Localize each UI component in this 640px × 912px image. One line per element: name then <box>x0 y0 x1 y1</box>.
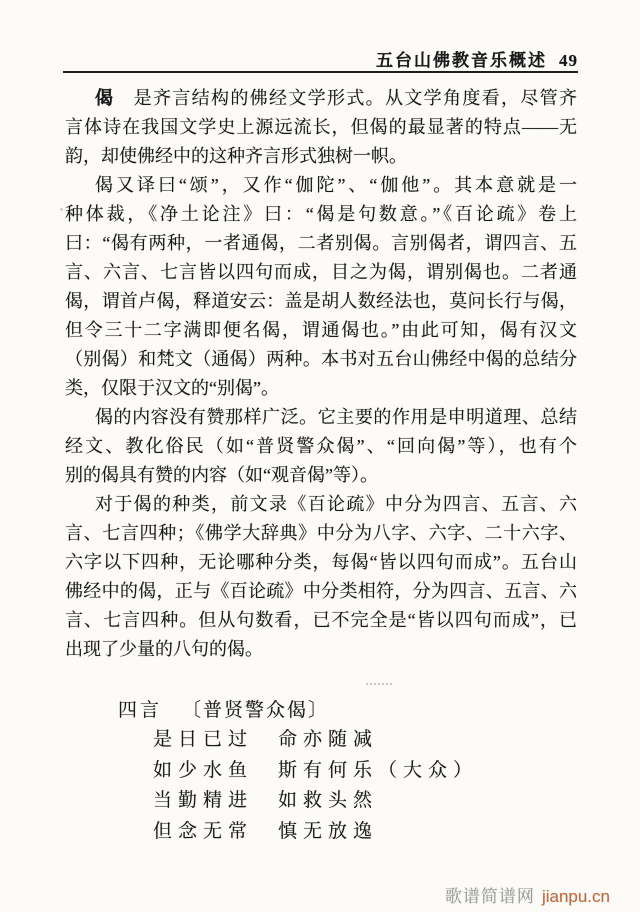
paragraph-line: 种体裁，《净土论注》曰：“偈是句数意。”《百论疏》卷上 <box>65 204 577 224</box>
paragraph-line <box>65 84 577 113</box>
verse-type-label: 四言 <box>118 700 163 721</box>
paragraph-line: （别偈）和梵文（通偈）两种。本书对五台山佛经中偈的总结分 <box>65 349 577 369</box>
paragraph-line-text: 是齐言结构的佛经文学形式。从文学角度看，尽管齐 <box>114 88 578 108</box>
gatha-term-bold: 偈 <box>95 88 115 108</box>
paragraph-line: 偈的内容没有赞那样广泛。它主要的作用是申明道理、总结 <box>95 407 577 427</box>
running-head <box>63 46 578 71</box>
paragraph-line: 对于偈的种类，前文录《百论疏》中分为四言、五言、六 <box>95 494 577 514</box>
watermark <box>445 882 610 907</box>
scan-artifact <box>60 208 63 211</box>
paragraph-line: 类，仅限于汉文的“别偈”。 <box>65 378 279 398</box>
header-rule <box>63 71 578 73</box>
watermark-site-name: 歌谱简谱网 <box>444 887 535 906</box>
verse-title: 〔普贤警众偈〕 <box>182 700 330 721</box>
verse-line: 是日已过 命亦随减 <box>153 729 379 750</box>
verse-line: 但念无常 慎无放逸 <box>153 820 379 842</box>
verse-line: 当勤精进 如救头然 <box>153 790 379 811</box>
scan-artifact <box>366 683 392 685</box>
verse-heading <box>118 696 577 725</box>
paragraph-line: 言体诗在我国文学史上源远流长，但偈的最显著的特点——无 <box>65 117 577 137</box>
paragraph-line: 六字以下四种，无论哪种分类，每偈“皆以四句而成”。五台山 <box>65 552 577 572</box>
verse-block <box>153 725 577 847</box>
paragraph-line: 言、六言、七言皆以四句而成，目之为偈，谓别偈也。二者通 <box>65 262 577 282</box>
watermark-site-url: jianpu.cn <box>541 887 610 906</box>
paragraph-line: 但令三十二字满即便名偈，谓通偈也。”由此可知，偈有汉文 <box>65 320 577 340</box>
paragraph-line: 言、七言四种。但从句数看，已不完全是“皆以四句而成”，已 <box>65 610 577 630</box>
paragraph-line: 偈，谓首卢偈，释道安云：盖是胡人数经法也，莫问长行与偈， <box>65 291 577 311</box>
paragraph-line: 经文、教化俗民（如“普贤警众偈”、“回向偈”等），也有个 <box>65 436 577 456</box>
page-number: 49 <box>559 51 578 70</box>
paragraph-line: 偈又译曰“颂”，又作“伽陀”、“伽他”。其本意就是一 <box>95 175 577 195</box>
paragraph-line: 别的偈具有赞的内容（如“观音偈”等）。 <box>65 465 378 485</box>
page-body <box>65 84 577 847</box>
paragraph-line: 言、七言四种；《佛学大辞典》中分为八字、六字、二十六字、 <box>65 523 577 543</box>
paragraph-line: 曰：“偈有两种，一者通偈，二者别偈。言别偈者，谓四言、五 <box>65 233 577 253</box>
paragraph-line: 佛经中的偈，正与《百论疏》中分类相符，分为四言、五言、六 <box>65 581 577 601</box>
paragraph-line: 韵，却使佛经中的这种齐言形式独树一帜。 <box>65 146 407 166</box>
paragraph-line: 出现了少量的八句的偈。 <box>65 639 263 659</box>
verse-line: 如少水鱼 斯有何乐（大众） <box>153 759 479 781</box>
running-head-title: 五台山佛教音乐概述 <box>376 51 547 70</box>
